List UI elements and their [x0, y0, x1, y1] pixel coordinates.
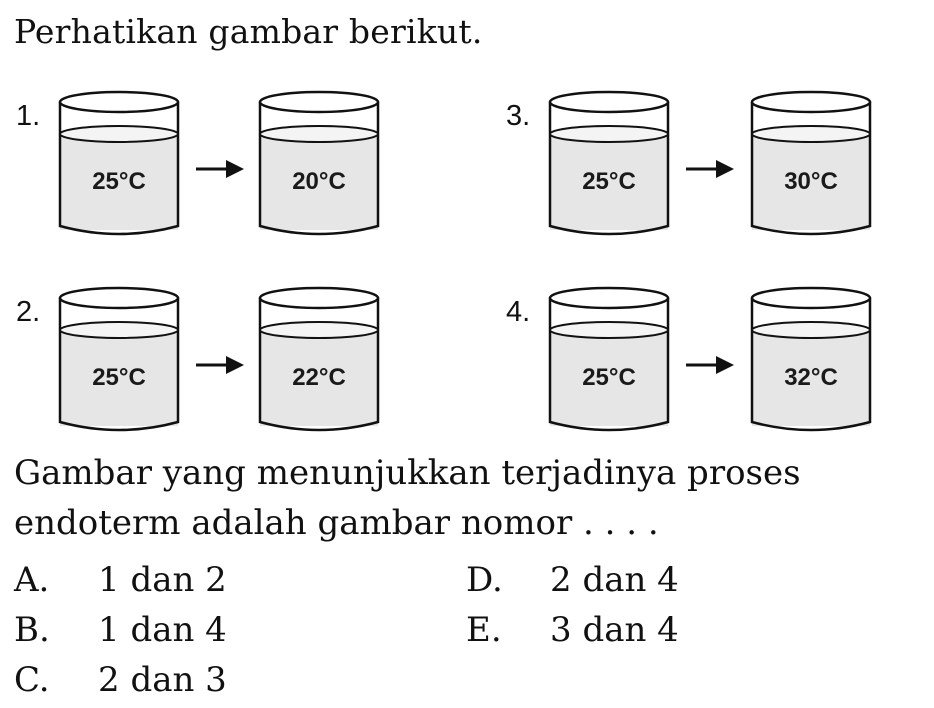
question-line: Gambar yang menunjukkan terjadinya proses — [14, 453, 801, 493]
option-letter: A. — [14, 560, 50, 600]
option-a[interactable] — [14, 560, 227, 600]
temperature-label: 20°C — [292, 168, 346, 195]
option-text: 2 dan 4 — [550, 560, 679, 600]
option-text: 1 dan 4 — [98, 610, 227, 650]
option-text: 3 dan 4 — [550, 610, 679, 650]
temperature-label: 25°C — [92, 364, 146, 391]
option-c[interactable] — [14, 660, 227, 700]
option-text: 1 dan 2 — [98, 560, 227, 600]
temperature-label: 25°C — [582, 168, 636, 195]
option-letter: E. — [466, 610, 502, 650]
question-text — [14, 448, 924, 548]
beaker-after — [258, 86, 380, 238]
arrow-icon — [194, 354, 246, 376]
option-letter: C. — [14, 660, 50, 700]
beaker-before — [548, 282, 670, 434]
beaker-before — [548, 86, 670, 238]
option-e[interactable] — [466, 610, 679, 650]
beaker-before — [58, 282, 180, 434]
option-b[interactable] — [14, 610, 227, 650]
figure-number: 2. — [16, 296, 41, 328]
option-text: 2 dan 3 — [98, 660, 227, 700]
figure-number: 3. — [506, 100, 531, 132]
temperature-label: 30°C — [784, 168, 838, 195]
arrow-icon — [684, 158, 736, 180]
question-line: endoterm adalah gambar nomor . . . . — [14, 503, 659, 543]
beaker-before — [58, 86, 180, 238]
figure-number: 4. — [506, 296, 531, 328]
beaker-after — [258, 282, 380, 434]
option-d[interactable] — [466, 560, 679, 600]
figure-number: 1. — [16, 100, 41, 132]
intro-text: Perhatikan gambar berikut. — [14, 12, 483, 51]
temperature-label: 25°C — [582, 364, 636, 391]
beaker-after — [750, 86, 872, 238]
temperature-label: 22°C — [292, 364, 346, 391]
option-letter: D. — [466, 560, 503, 600]
beaker-after — [750, 282, 872, 434]
arrow-icon — [194, 158, 246, 180]
temperature-label: 25°C — [92, 168, 146, 195]
option-letter: B. — [14, 610, 50, 650]
temperature-label: 32°C — [784, 364, 838, 391]
arrow-icon — [684, 354, 736, 376]
